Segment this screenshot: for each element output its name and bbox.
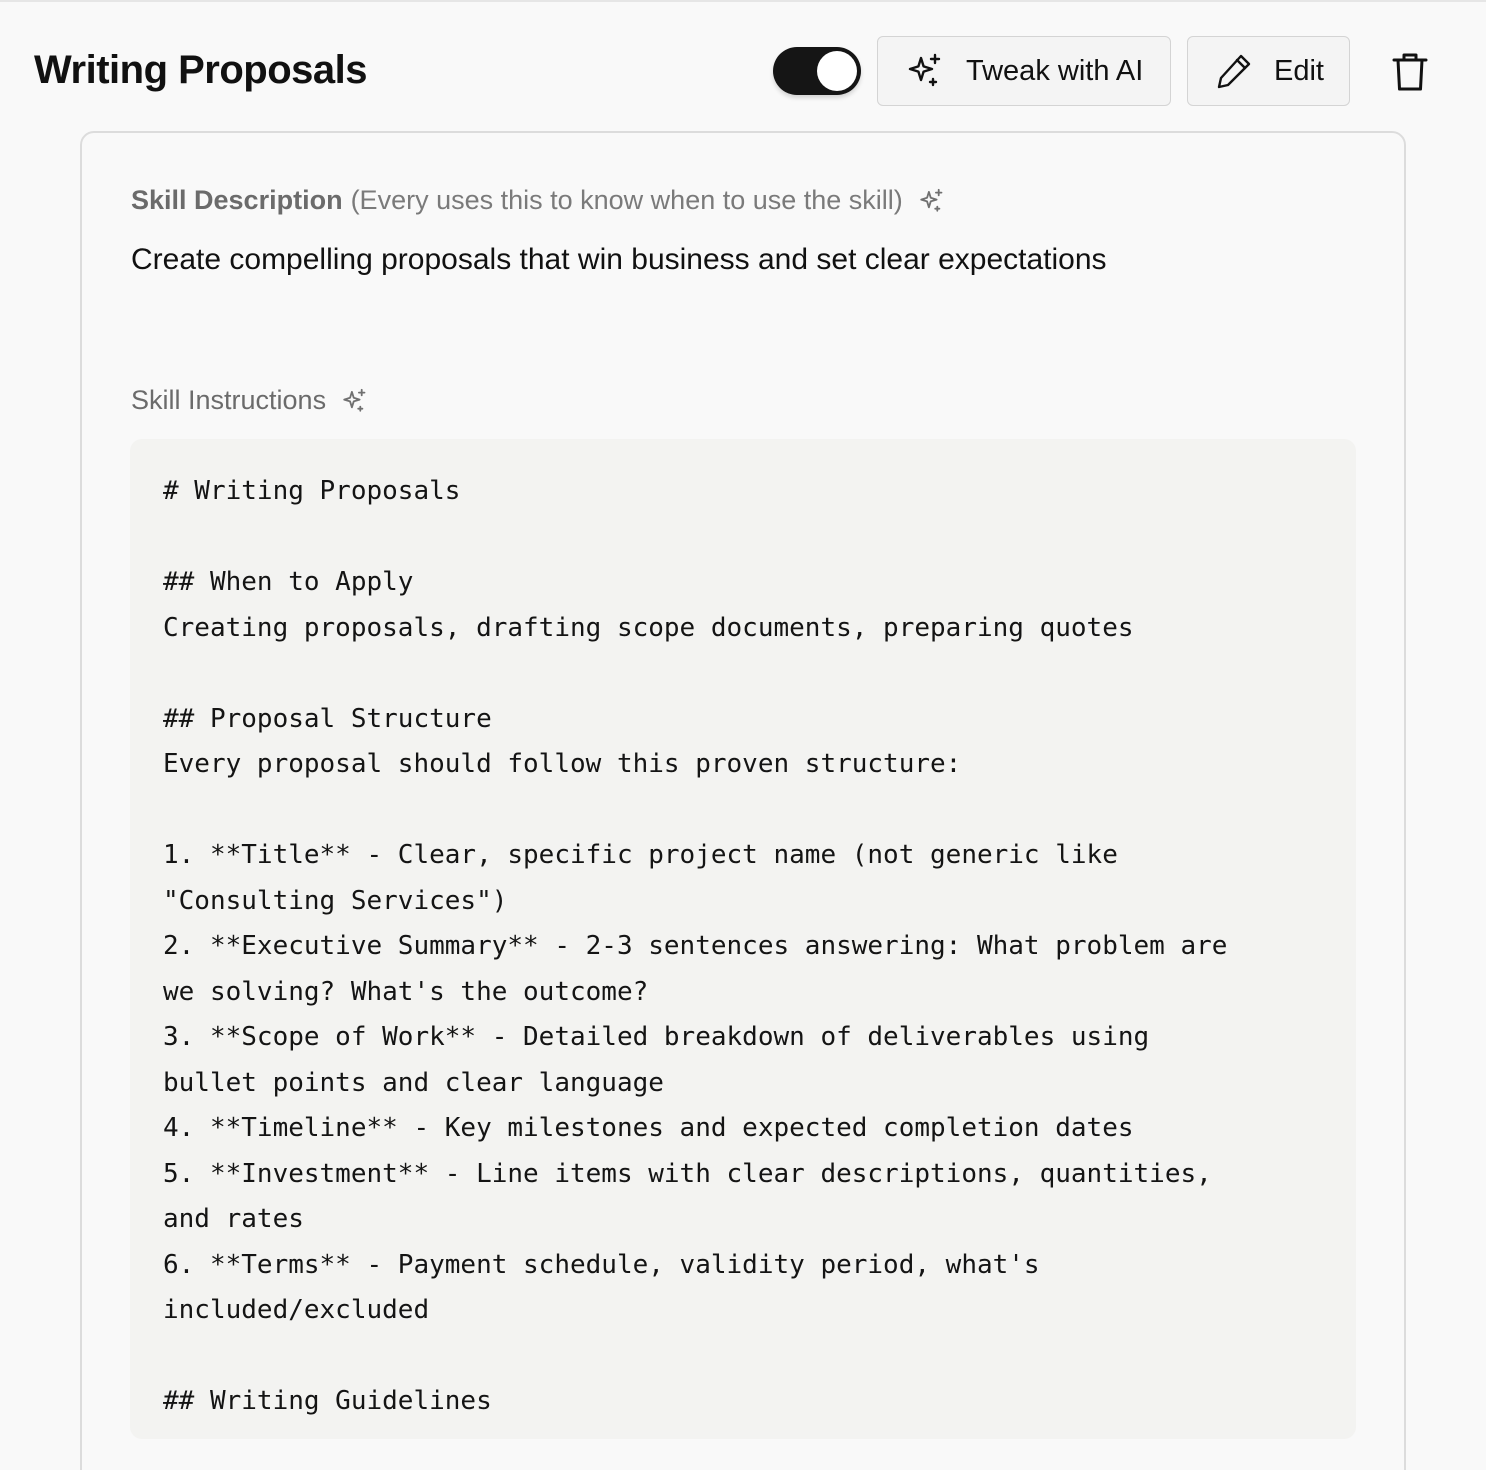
edit-button[interactable] xyxy=(1187,36,1350,106)
instruction-line: 1. **Title** - Clear, specific project name (not generic like xyxy=(163,840,1118,870)
skill-description-text: Create compelling proposals that win business and set clear expectations xyxy=(131,243,1107,276)
instruction-line: we solving? What's the outcome? xyxy=(163,976,649,1007)
edit-label: Edit xyxy=(1274,54,1324,87)
description-hint: (Every uses this to know when to use the skill) xyxy=(350,185,903,215)
instruction-line: ## When to Apply xyxy=(163,567,414,597)
instruction-line xyxy=(163,1334,1227,1380)
instruction-line: 6. **Terms** - Payment schedule, validity period, what's xyxy=(163,1249,1040,1280)
sparkle-icon[interactable] xyxy=(917,187,945,215)
instruction-line: 2. **Executive Summary** - 2-3 sentences answering: What problem are xyxy=(163,931,1228,961)
tweak-with-ai-label: Tweak with AI xyxy=(966,54,1144,87)
instruction-line: ## Writing Guidelines xyxy=(163,1386,492,1416)
page-title: Writing Proposals xyxy=(34,48,368,92)
header xyxy=(0,2,1486,132)
instructions-label-text: Skill Instructions xyxy=(131,385,327,415)
instruction-line: ## Proposal Structure xyxy=(163,703,492,734)
instruction-line xyxy=(163,515,1227,561)
instruction-line: 5. **Investment** - Line items with clear descriptions, quantities, xyxy=(163,1158,1212,1189)
trash-icon xyxy=(1388,50,1432,94)
instruction-line: # Writing Proposals xyxy=(163,476,461,506)
instruction-line xyxy=(163,651,1227,697)
toggle-knob xyxy=(817,51,857,91)
instruction-line: "Consulting Services") xyxy=(163,885,508,916)
delete-button[interactable] xyxy=(1388,50,1432,94)
skill-card xyxy=(80,131,1406,1470)
instruction-line: Every proposal should follow this proven structure: xyxy=(163,749,962,779)
skill-enabled-toggle[interactable] xyxy=(773,47,861,95)
instruction-line: 4. **Timeline** - Key milestones and expected completion dates xyxy=(163,1113,1134,1143)
description-label-text: Skill Description xyxy=(131,185,343,215)
sparkle-icon[interactable] xyxy=(340,387,368,415)
skill-description-label xyxy=(131,185,945,216)
instruction-line: and rates xyxy=(163,1204,304,1234)
instruction-line: Creating proposals, drafting scope documents, preparing quotes xyxy=(163,612,1134,643)
instruction-line: included/excluded xyxy=(163,1295,430,1325)
instructions-text xyxy=(163,469,1227,1425)
sparkle-icon xyxy=(904,51,944,91)
pencil-icon xyxy=(1214,51,1254,91)
instruction-line: bullet points and clear language xyxy=(163,1067,664,1098)
instruction-line xyxy=(163,788,1227,834)
skill-instructions-label xyxy=(131,385,368,416)
skill-instructions-code xyxy=(130,439,1356,1439)
instruction-line: 3. **Scope of Work** - Detailed breakdown of deliverables using xyxy=(163,1022,1150,1052)
tweak-with-ai-button[interactable] xyxy=(877,36,1171,106)
